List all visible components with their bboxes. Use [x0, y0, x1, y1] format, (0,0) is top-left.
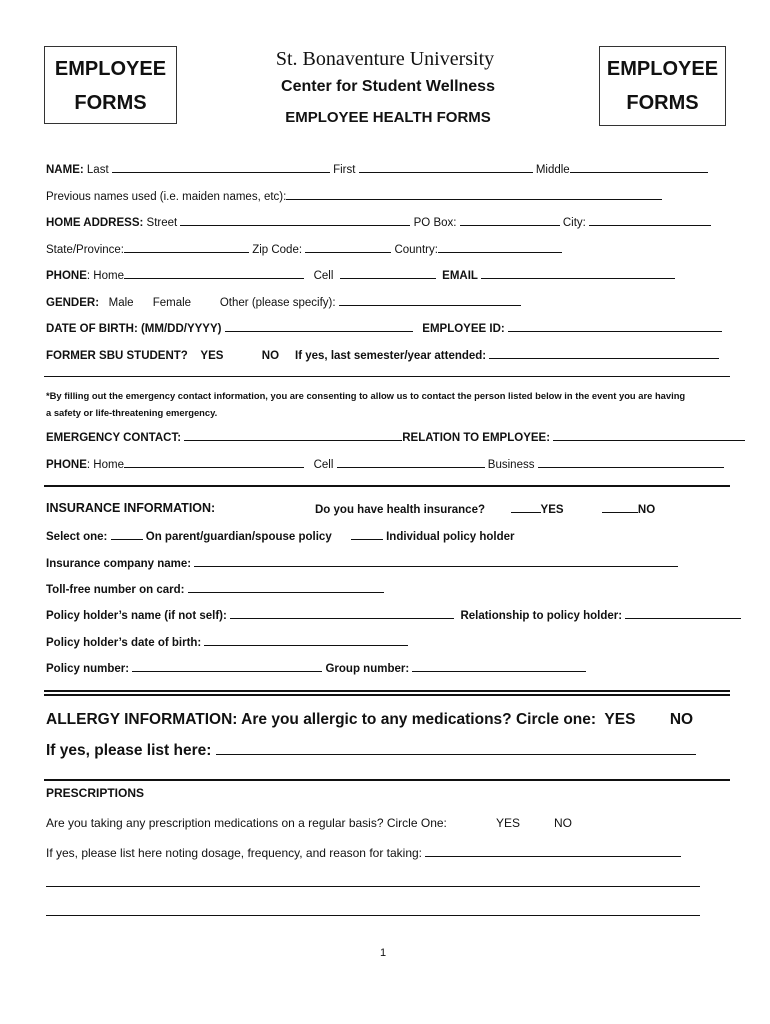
previous-names-field[interactable]	[286, 189, 662, 200]
page-number: 1	[380, 947, 387, 959]
parent-policy-field[interactable]	[111, 529, 143, 540]
street-label: Street	[146, 217, 178, 229]
emergency-cell-field[interactable]	[337, 457, 485, 468]
former-sbu-label: FORMER SBU STUDENT?	[46, 350, 188, 362]
employee-id-label: EMPLOYEE ID:	[422, 323, 505, 335]
emergency-contact-label: EMERGENCY CONTACT:	[46, 432, 182, 444]
emergency-cell-label: Cell	[313, 459, 334, 471]
emergency-phone-row	[46, 457, 724, 471]
box-line-2: FORMS	[626, 92, 699, 114]
emergency-notice-line-1: *By filling out the emergency contact information, you are consenting to allow us to contact the person listed below in the event you are having	[46, 390, 686, 401]
center-name: Center for Student Wellness	[281, 78, 495, 95]
insurance-question: Do you have health insurance?	[315, 504, 485, 516]
city-field[interactable]	[589, 215, 711, 226]
allergy-yes[interactable]: YES	[604, 711, 636, 728]
divider	[44, 485, 730, 487]
allergy-list-field[interactable]	[216, 736, 696, 755]
last-semester-label: If yes, last semester/year attended:	[295, 350, 487, 362]
insurance-no-field[interactable]	[602, 502, 638, 513]
gender-row	[46, 295, 521, 309]
emergency-contact-field[interactable]	[184, 430, 402, 441]
insurance-yes: YES	[540, 504, 564, 516]
zip-field[interactable]	[305, 242, 391, 253]
first-name-field[interactable]	[359, 162, 533, 173]
previous-names-row	[46, 189, 662, 203]
last-name-field[interactable]	[112, 162, 330, 173]
state-label: State/Province:	[46, 244, 124, 256]
address-row	[46, 215, 711, 229]
allergy-question-row	[46, 711, 693, 729]
prescriptions-question: Are you taking any prescription medications on a regular basis? Circle One:	[46, 816, 447, 830]
dob-field[interactable]	[225, 321, 413, 332]
box-line-2: FORMS	[74, 92, 147, 114]
emergency-home-phone-field[interactable]	[124, 457, 304, 468]
phone-home-label: : Home	[86, 270, 124, 282]
holder-dob-label: Policy holder’s date of birth:	[46, 637, 202, 649]
state-field[interactable]	[124, 242, 249, 253]
gender-other-label: Other (please specify):	[219, 297, 336, 309]
relation-field[interactable]	[553, 430, 745, 441]
insurance-question-row	[315, 502, 655, 516]
box-line-1: EMPLOYEE	[606, 58, 719, 80]
former-student-row	[46, 348, 719, 362]
select-one-label: Select one:	[46, 531, 108, 543]
divider	[44, 779, 730, 781]
allergy-question: ALLERGY INFORMATION: Are you allergic to any medications? Circle one:	[46, 711, 597, 728]
emergency-phone-label: PHONE	[46, 459, 87, 471]
last-semester-field[interactable]	[489, 348, 719, 359]
po-box-field[interactable]	[460, 215, 560, 226]
holder-name-row	[46, 608, 741, 622]
box-line-1: EMPLOYEE	[54, 58, 167, 80]
former-sbu-yes[interactable]: YES	[200, 350, 224, 362]
prescriptions-list-row	[46, 846, 681, 860]
insurance-title: INSURANCE INFORMATION:	[46, 501, 216, 515]
toll-free-field[interactable]	[188, 582, 384, 593]
insurance-no: NO	[637, 504, 656, 516]
emergency-business-field[interactable]	[538, 457, 724, 468]
former-sbu-no[interactable]: NO	[261, 350, 280, 362]
university-name: St. Bonaventure University	[275, 48, 495, 70]
prescriptions-question-row	[46, 816, 447, 830]
middle-label: Middle	[535, 164, 570, 176]
prescriptions-blank-line[interactable]	[46, 886, 700, 887]
prescriptions-list-field[interactable]	[425, 846, 681, 857]
dob-label: DATE OF BIRTH: (MM/DD/YYYY)	[46, 323, 222, 335]
state-row	[46, 242, 562, 256]
double-divider-top	[44, 690, 730, 692]
form-subtitle: EMPLOYEE HEALTH FORMS	[285, 109, 491, 126]
gender-male-option[interactable]: Male	[108, 297, 134, 309]
select-one-row	[46, 529, 515, 543]
gender-label: GENDER:	[46, 297, 100, 309]
prescriptions-yes[interactable]: YES	[496, 816, 521, 830]
city-label: City:	[562, 217, 586, 229]
relationship-label: Relationship to policy holder:	[460, 610, 623, 622]
holder-dob-row	[46, 635, 408, 649]
policy-number-row	[46, 661, 586, 675]
emergency-notice-line-2: a safety or life-threatening emergency.	[46, 407, 218, 418]
cell-label: Cell	[313, 270, 334, 282]
prescriptions-no[interactable]: NO	[554, 816, 572, 830]
policy-number-field[interactable]	[132, 661, 322, 672]
relationship-field[interactable]	[625, 608, 741, 619]
allergy-list-row	[46, 736, 696, 760]
employee-id-field[interactable]	[508, 321, 722, 332]
phone-label: PHONE	[46, 270, 87, 282]
insurance-company-label: Insurance company name:	[46, 558, 192, 570]
individual-policy-label: Individual policy holder	[386, 531, 515, 543]
zip-label: Zip Code:	[252, 244, 303, 256]
country-field[interactable]	[438, 242, 562, 253]
middle-name-field[interactable]	[570, 162, 708, 173]
insurance-company-field[interactable]	[194, 556, 678, 567]
double-divider-bottom	[44, 694, 730, 696]
gender-female-option[interactable]: Female	[152, 297, 192, 309]
home-address-label: HOME ADDRESS:	[46, 217, 144, 229]
policy-number-label: Policy number:	[46, 663, 130, 675]
email-field[interactable]	[481, 268, 675, 279]
holder-name-field[interactable]	[230, 608, 454, 619]
company-row	[46, 556, 678, 570]
individual-policy-field[interactable]	[351, 529, 383, 540]
first-label: First	[333, 164, 356, 176]
dob-row	[46, 321, 722, 335]
relation-label: RELATION TO EMPLOYEE:	[402, 432, 551, 444]
prescriptions-title: PRESCRIPTIONS	[46, 786, 145, 800]
name-row	[46, 162, 708, 176]
parent-policy-label: On parent/guardian/spouse policy	[145, 531, 332, 543]
last-label: Last	[86, 164, 109, 176]
street-field[interactable]	[180, 215, 410, 226]
phone-row	[46, 268, 675, 282]
previous-names-label: Previous names used (i.e. maiden names, etc):	[46, 191, 287, 203]
gender-other-field[interactable]	[339, 295, 521, 306]
email-label: EMAIL	[442, 270, 478, 282]
allergy-list-label: If yes, please list here:	[46, 742, 212, 759]
prescriptions-list-label: If yes, please list here noting dosage, frequency, and reason for taking:	[46, 846, 423, 860]
po-box-label: PO Box:	[413, 217, 457, 229]
name-label: NAME:	[46, 164, 84, 176]
group-number-field[interactable]	[412, 661, 586, 672]
divider	[44, 376, 730, 377]
emergency-business-label: Business	[487, 459, 535, 471]
holder-name-label: Policy holder’s name (if not self):	[46, 610, 227, 622]
insurance-yes-field[interactable]	[511, 502, 541, 513]
cell-phone-field[interactable]	[340, 268, 436, 279]
emergency-phone-home-label: : Home	[86, 459, 124, 471]
allergy-no[interactable]: NO	[669, 711, 694, 728]
group-number-label: Group number:	[325, 663, 410, 675]
home-phone-field[interactable]	[124, 268, 304, 279]
toll-free-row	[46, 582, 384, 596]
emergency-contact-row	[46, 430, 745, 444]
toll-free-label: Toll-free number on card:	[46, 584, 185, 596]
country-label: Country:	[394, 244, 438, 256]
prescriptions-blank-line[interactable]	[46, 915, 700, 916]
holder-dob-field[interactable]	[204, 635, 408, 646]
